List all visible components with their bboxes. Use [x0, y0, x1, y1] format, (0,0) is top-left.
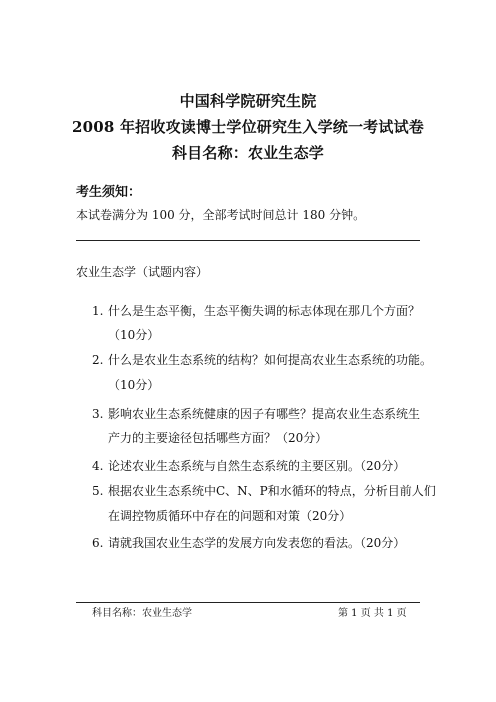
question-number: 4. — [92, 459, 104, 473]
question-text: 根据农业生态系统中C、N、P和水循环的特点，分析目前人们 — [108, 484, 436, 498]
subject-title: 科目名称：农业生态学 — [171, 144, 324, 162]
institution-title: 中国科学院研究生院 — [179, 92, 317, 110]
question-number: 2. — [92, 353, 104, 367]
footer-subject: 科目名称：农业生态学 — [92, 608, 192, 619]
question-2-continuation: （10分） — [108, 378, 160, 392]
question-3 — [92, 405, 420, 422]
question-4 — [92, 457, 405, 474]
question-number: 1. — [92, 304, 104, 318]
question-text: 论述农业生态系统与自然生态系统的主要区别。（20分） — [108, 459, 406, 473]
divider-top — [76, 240, 420, 241]
question-text: 影响农业生态系统健康的因子有哪些？提高农业生态系统生 — [108, 407, 421, 421]
question-number: 6. — [92, 536, 104, 550]
question-5-continuation: 在调控物质循环中存在的问题和对策（20分） — [108, 509, 352, 523]
question-text: 什么是农业生态系统的结构？如何提高农业生态系统的功能。 — [108, 353, 433, 367]
question-number: 5. — [92, 484, 104, 498]
section-heading: 农业生态学（试题内容） — [76, 265, 209, 279]
question-text: 什么是生态平衡，生态平衡失调的标志体现在那几个方面？ — [108, 304, 421, 318]
question-1-continuation: （10分） — [108, 328, 160, 342]
question-5 — [92, 482, 436, 499]
question-1 — [92, 302, 420, 319]
question-6 — [92, 534, 405, 551]
question-text: 请就我国农业生态学的发展方向发表您的看法。（20分） — [108, 536, 406, 550]
question-2 — [92, 351, 432, 368]
divider-footer — [76, 602, 420, 603]
question-3-continuation: 产力的主要途径包括哪些方面？（20分） — [108, 431, 328, 445]
notice-heading: 考生须知： — [76, 185, 142, 200]
footer-page-number: 第 1 页 共 1 页 — [338, 608, 407, 619]
exam-title: 2008 年招收攻读博士学位研究生入学统一考试试卷 — [72, 118, 424, 136]
notice-body: 本试卷满分为 100 分，全部考试时间总计 180 分钟。 — [76, 208, 366, 222]
question-number: 3. — [92, 407, 104, 421]
